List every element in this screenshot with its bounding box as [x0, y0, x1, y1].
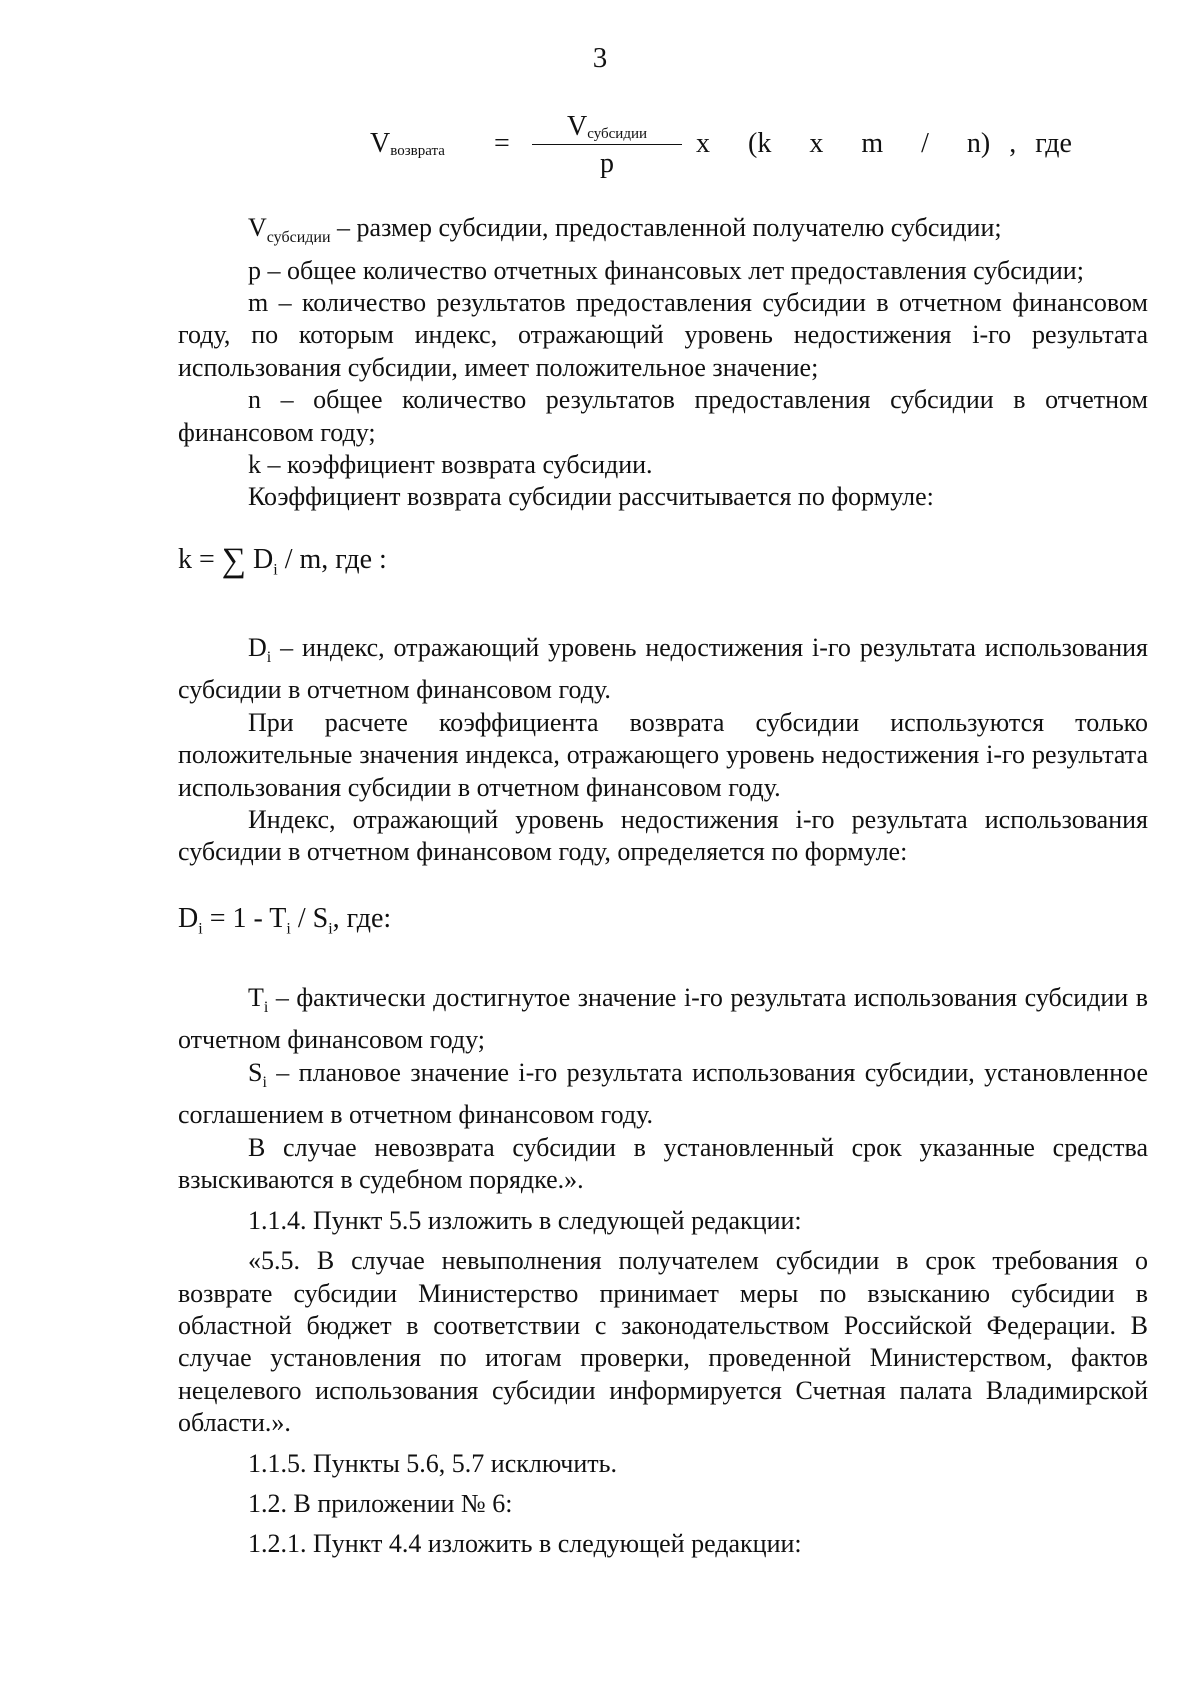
formula-rest: x (k x m / n) , где: [696, 128, 1072, 159]
document-body: [178, 212, 1148, 1561]
intro-k-formula: Коэффициент возврата субсидии рассчитывается по формуле:: [248, 482, 934, 512]
definition-p: p – общее количество отчетных финансовых лет предоставления субсидии;: [248, 255, 1084, 285]
formula-d: $D_i = 1 - T_i / S_i$, где:: [178, 902, 392, 938]
formula-k: k = ∑ $D_i$ / m, где :: [178, 541, 387, 579]
item-1-1-4: 1.1.4. Пункт 5.5 изложить в следующей редакции:: [248, 1205, 802, 1235]
fraction-bar: [532, 144, 682, 145]
paragraph-5-5: «5.5. В случае невыполнения получателем субсидии в срок требования о возврате субсидии Министерство принимает меры по взысканию субсидии в областной бюджет в соответствии с законодательством Российской Федерации. В случае установления по итогам проверки, проведенной Министерством, фактов нецелевого использования субсидии информируется Счетная палата Владимирской области.».: [178, 1246, 1148, 1438]
definition-d: $D_i$ – индекс, отражающий уровень недостижения i-го результата использования субсидии в отчетном финансовом году.: [178, 632, 1148, 705]
formula-return-volume: [370, 111, 1072, 187]
item-1-2-1: 1.2.1. Пункт 4.4 изложить в следующей редакции:: [248, 1529, 802, 1559]
definition-k: k – коэффициент возврата субсидии.: [248, 450, 653, 480]
formula-denominator: p: [600, 148, 614, 179]
formula-equals: =: [494, 128, 510, 159]
definition-v-subsidy: $V_{субсидии}$ – размер субсидии, предоставленной получателю субсидии;: [248, 213, 1002, 247]
paragraph-court-recovery: В случае невозврата субсидии в установленный срок указанные средства взыскиваются в судебном порядке.».: [178, 1132, 1148, 1195]
definition-t: $T_i$ – фактически достигнутое значение i-го результата использования субсидии в отчетном финансовом году;: [178, 982, 1148, 1055]
paragraph-index-formula: Индекс, отражающий уровень недостижения i-го результата использования субсидии в отчетном финансовом году, определяется по формуле:: [178, 805, 1148, 867]
definition-n: n – общее количество результатов предоставления субсидии в отчетном финансовом году;: [178, 385, 1148, 447]
formula-fraction: [532, 112, 682, 179]
definition-m: m – количество результатов предоставления субсидии в отчетном финансовом году, по которым индекс, отражающий уровень недостижения i-го результата использования субсидии, имеет положительное значение;: [178, 288, 1148, 382]
item-1-2: 1.2. В приложении № 6:: [248, 1488, 513, 1518]
definition-s: $S_i$ – плановое значение i-го результата использования субсидии, установленное соглашением в отчетном финансовом году.: [178, 1057, 1148, 1130]
formula-numerator: $V_{субсидии}$: [567, 111, 647, 142]
item-1-1-5: 1.1.5. Пункты 5.6, 5.7 исключить.: [248, 1448, 618, 1478]
page-number: 3: [592, 42, 608, 74]
paragraph-positive-values: При расчете коэффициента возврата субсидии используются только положительные значения индекса, отражающего уровень недостижения i-го результата использования субсидии в отчетном финансовом году.: [178, 707, 1148, 802]
formula-lhs: $V_{возврата}$: [370, 128, 445, 159]
